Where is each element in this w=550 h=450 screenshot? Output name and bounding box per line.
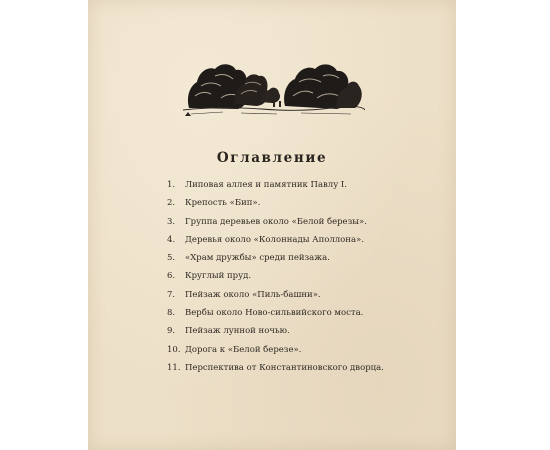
toc-entry-number: 5. <box>167 253 176 264</box>
toc-entry <box>167 267 447 285</box>
toc-entry-title: Липовая аллея и памятник Павлу I. <box>185 180 347 190</box>
toc-entry <box>167 341 447 359</box>
toc-entry-number: 10. <box>167 344 181 355</box>
toc-entry <box>167 176 447 194</box>
toc-entry <box>167 231 447 249</box>
toc-entry-number: 1. <box>167 180 176 190</box>
woodcut-landscape-vignette <box>181 46 365 118</box>
toc-entry <box>167 304 447 322</box>
toc-entry-title: Вербы около Ново-сильвийского моста. <box>185 308 364 319</box>
table-of-contents-list <box>167 176 447 377</box>
toc-entry <box>167 322 447 340</box>
toc-entry <box>167 359 447 377</box>
toc-entry-title: Дорога к «Белой березе». <box>185 344 302 355</box>
toc-entry-number: 7. <box>167 289 176 300</box>
toc-entry <box>167 194 447 212</box>
toc-entry-title: Деревья около «Колоннады Аполлона». <box>185 234 364 245</box>
toc-entry-title: Перспектива от Константиновского дворца. <box>185 362 384 373</box>
toc-entry-number: 6. <box>167 271 176 282</box>
toc-entry-number: 8. <box>167 308 176 319</box>
toc-entry <box>167 213 447 231</box>
toc-entry-number: 9. <box>167 326 176 337</box>
toc-entry-title: Пейзаж около «Пиль-башни». <box>185 289 321 300</box>
toc-entry <box>167 249 447 267</box>
toc-entry-number: 4. <box>167 234 176 245</box>
toc-entry-title: «Храм дружбы» среди пейзажа. <box>185 253 330 264</box>
toc-entry-title: Крепость «Бип». <box>185 198 261 209</box>
toc-entry-number: 2. <box>167 198 176 209</box>
toc-entry-number: 3. <box>167 216 176 227</box>
book-page <box>88 0 456 450</box>
table-of-contents-heading: Оглавление <box>216 150 328 166</box>
toc-entry-title: Группа деревьев около «Белой березы». <box>185 216 367 227</box>
toc-entry <box>167 286 447 304</box>
toc-entry-title: Круглый пруд. <box>185 271 252 282</box>
toc-entry-title: Пейзаж лунной ночью. <box>185 326 290 337</box>
toc-entry-number: 11. <box>167 362 181 373</box>
